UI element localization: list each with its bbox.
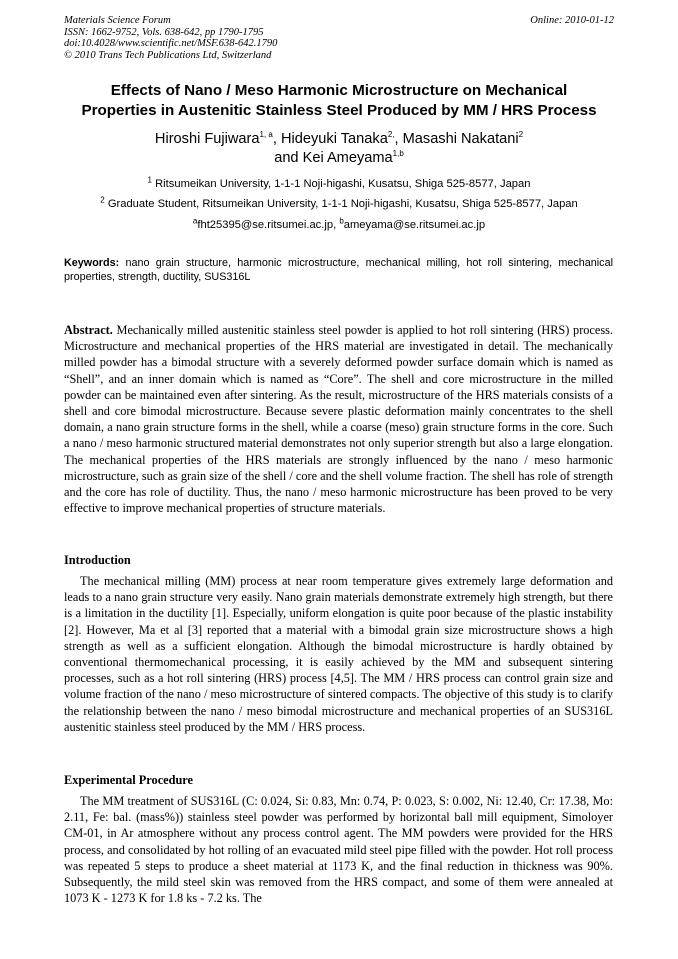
author-separator: , xyxy=(272,131,277,147)
author-prefix: and xyxy=(274,150,303,166)
author-sup: 1, a xyxy=(259,130,273,140)
email-line xyxy=(40,218,638,232)
title-line-2: Properties in Austenitic Stainless Steel Produced by MM / HRS Process xyxy=(81,102,597,119)
doi-line: doi:10.4028/www.scientific.net/MSF.638-642.1790 xyxy=(64,38,278,49)
email-a: fht25395@se.ritsumei.ac.jp, xyxy=(197,219,340,231)
experimental-heading: Experimental Procedure xyxy=(64,773,193,787)
keywords-block xyxy=(64,256,613,284)
journal-name: Materials Science Forum xyxy=(64,15,171,26)
email-sup: b xyxy=(339,216,344,226)
author-sup: 2 xyxy=(518,130,524,140)
affiliation-sup: 2 xyxy=(100,195,105,205)
keywords-text: nano grain structure, harmonic microstructure, mechanical milling, hot roll sintering, mechanical properties, strength, ductility, SUS316L xyxy=(64,257,613,283)
author-name: Hideyuki Tanaka xyxy=(281,131,388,147)
paper-title xyxy=(40,81,638,121)
author-name: Hiroshi Fujiwara xyxy=(154,131,260,147)
affiliation-text: Graduate Student, Ritsumeikan University, 1-1-1 Noji-higashi, Kusatsu, Shiga 525-8577, Japan xyxy=(107,198,578,210)
online-date: Online: 2010-01-12 xyxy=(530,15,614,26)
affiliation-2 xyxy=(40,197,638,211)
title-line-1: Effects of Nano / Meso Harmonic Microstructure on Mechanical xyxy=(110,82,568,99)
experimental-paragraph: The MM treatment of SUS316L (C: 0.024, Si: 0.83, Mn: 0.74, P: 0.023, S: 0.002, Ni: 12.40, Cr: 17.38, Mo: 2.11, Fe: bal. (mass%)) stainless steel powder was performed by horizontal ball mill equipment, Simoloyer CM-01, in Ar atmosphere without any process control agent. The MM powders were provided for the HRS process, and consolidated by hot rolling of an evacuated mild steel pipe filled with the powder. Hot roll process was repeated 5 steps to produce a sheet material at 1173 K, and the final reduction in thickness was 90%. Subsequently, the mild steel skin was removed from the HRS compact, and some of them were annealed at 1073 K - 1273 K for 1.8 ks - 7.2 ks. The xyxy=(64,794,613,906)
author-sup: 2, xyxy=(387,130,395,140)
introduction-paragraph: The mechanical milling (MM) process at near room temperature gives extremely large deformation and leads to a nano grain structure very easily. Nano grain materials demonstrate extremely high strength, but there is a limitation in the ductility [1]. Especially, uniform elongation is quite poor because of the plastic instability [2]. However, Ma et al [3] reported that a material with a bimodal grain size microstructure shows a high strength as well as a sufficient elongation. Although the bimodal microstructure is hardly obtained by conventional thermomechanical processing, it is easily achieved by the MM and subsequent sintering processes, such as a hot roll sintering (HRS) process [4,5]. The MM / HRS process can control grain size and volume fraction of the nano / meso microstructure of sintered compacts. The objective of this study is to clarify the relationship between the nano / meso bimodal microstructure and mechanical properties of an SUS316L austenitic stainless steel produced by the MM / HRS process. xyxy=(64,574,613,734)
abstract-label: Abstract. xyxy=(64,323,113,337)
affiliation-1 xyxy=(40,177,638,191)
abstract-text: Mechanically milled austenitic stainless steel powder is applied to hot roll sintering (HRS) process. Microstructure and mechanical properties of the HRS material are investigated in detail. The mechanically milled powder has a bimodal structure with a severely deformed powder surface domain which is named as “Shell”, and an inner domain which is named as “Core”. The shell and core microstructure in the milled powder can be maintained even after sintering. As the result, microstructure of the HRS materials consists of a shell and core bimodal microstructure. Because severe plastic deformation mainly concentrates to the shell domain, a nano grain structure forms in the shell, while a coarse (meso) grain structure forms in the core. Such a nano / meso harmonic structured material demonstrates not only superior strength but also a large elongation. The mechanical properties of the HRS materials are strongly influenced by the nano / meso harmonic microstructure, such as grain size of the shell / core and the shell volume fraction. The shell has role of strength and the core has role of ductility. Thus, the nano / meso harmonic microstructure has been proved to be very effective to improve mechanical properties of structure materials. xyxy=(64,323,613,516)
author-name: Kei Ameyama xyxy=(302,150,393,166)
author-name: Masashi Nakatani xyxy=(402,131,519,147)
affiliation-text: Ritsumeikan University, 1-1-1 Noji-higashi, Kusatsu, Shiga 525-8577, Japan xyxy=(155,178,531,190)
author-line-1 xyxy=(40,130,638,149)
author-line-2 xyxy=(40,149,638,168)
introduction-heading: Introduction xyxy=(64,553,131,567)
affiliation-sup: 1 xyxy=(147,175,152,185)
email-sup: a xyxy=(192,216,198,226)
keywords-label: Keywords: xyxy=(64,257,120,269)
email-b: ameyama@se.ritsumei.ac.jp xyxy=(343,219,486,231)
journal-info xyxy=(64,15,277,61)
copyright-line: © 2010 Trans Tech Publications Ltd, Switzerland xyxy=(64,49,272,61)
abstract-paragraph xyxy=(64,322,613,516)
author-list xyxy=(40,130,638,168)
author-separator: , xyxy=(394,131,399,147)
author-sup: 1,b xyxy=(392,149,404,159)
issn-line: ISSN: 1662-9752, Vols. 638-642, pp 1790-1795 xyxy=(64,26,264,38)
